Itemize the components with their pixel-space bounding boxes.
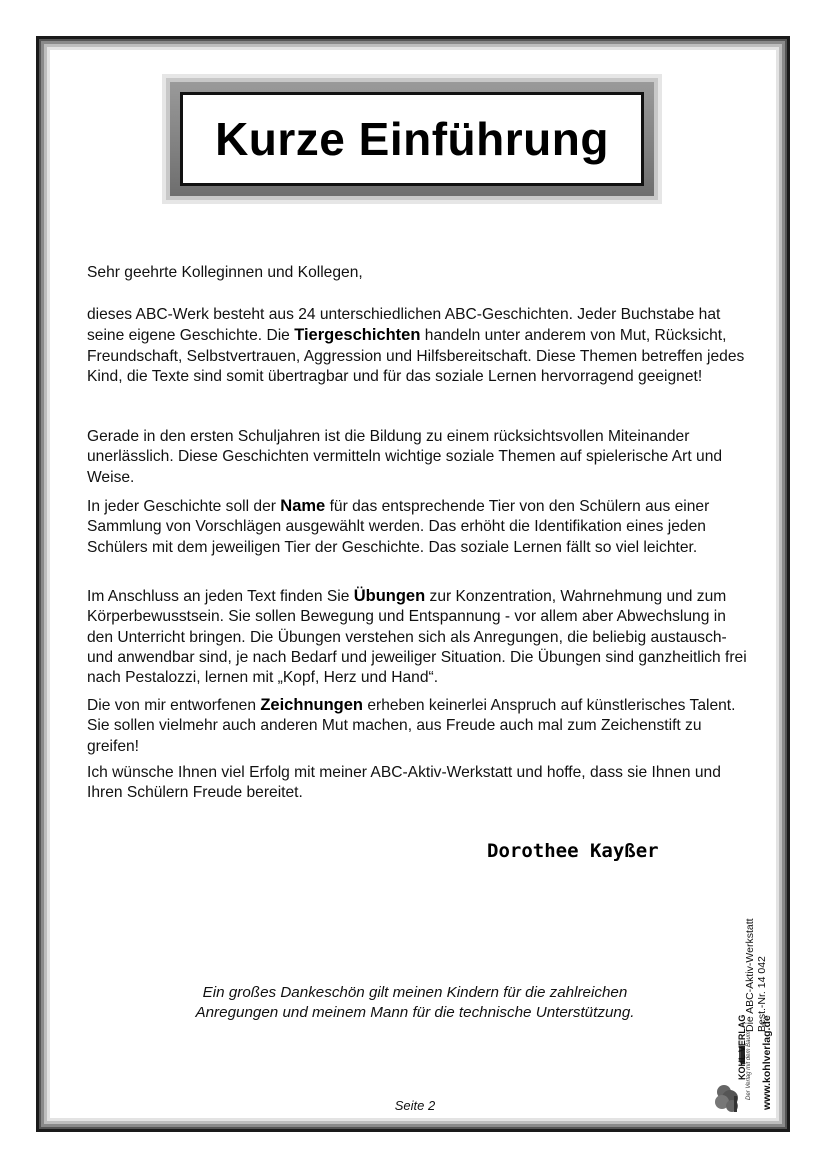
- paragraph-4-text-b: zur Konzentration, Wahrnehmung und zum Körperbewusstsein. Sie sollen Bewegung und Entspannung - vor allem aber Abwechslung in den Unterricht bringen. Die Übungen verstehen sich als Anregungen, die beliebig austausch- und anwendbar sind, je nach Bedarf und jeweiliger Situation. Die Übungen sind ganzheitlich frei nach Pestalozzi, lernen mit „Kopf, Herz und Hand“.: [87, 588, 747, 687]
- page-title: Kurze Einführung: [215, 113, 609, 165]
- side-book-title: Die ABC-Aktiv-Werkstatt: [744, 918, 756, 1032]
- signature: Dorothee Kayßer: [487, 840, 659, 862]
- paragraph-6: [87, 763, 752, 804]
- paragraph-1-text-a: dieses ABC-Werk besteht aus 24 unterschiedlichen ABC-Geschichten. Jeder Buchstabe hat seine eigene Geschichte. Die: [87, 306, 721, 345]
- publisher-name: KOHL VERLAG: [737, 1014, 747, 1080]
- paragraph-1-text-b: handeln unter anderem von Mut, Rücksicht, Freundschaft, Selbstvertrauen, Aggression und Hilfsbereitschaft. Diese Themen betreffen jedes Kind, die Texte sind somit übertragbar und für das soziale Lernen hervorragend geeignet!: [87, 327, 745, 385]
- publisher-slogan: Der Verlag mit dem Baum: [746, 1031, 752, 1100]
- thanks-line-1: Ein großes Dankeschön gilt meinen Kindern für die zahlreichen: [202, 984, 628, 1001]
- paragraph-6-text: Ich wünsche Ihnen viel Erfolg mit meiner ABC-Aktiv-Werkstatt und hoffe, dass sie Ihnen und Ihren Schülern Freude bereitet.: [87, 764, 721, 802]
- paragraph-2: [87, 427, 752, 488]
- paragraph-5-text-b: erheben keinerlei Anspruch auf künstlerisches Talent. Sie sollen vielmehr auch anderen Mut machen, aus Freude auch mal zum Zeichenstift zu greifen!: [87, 697, 736, 755]
- paragraph-3-text-a: In jeder Geschichte soll der: [87, 498, 281, 515]
- paragraph-5-text-a: Die von mir entworfenen: [87, 697, 261, 714]
- keyword-tiergeschichten: Tiergeschichten: [294, 326, 421, 345]
- side-order-number: Best.-Nr. 14 042: [756, 956, 768, 1032]
- paragraph-3: [87, 496, 752, 558]
- paragraph-4: [87, 586, 752, 688]
- greeting-text: Sehr geehrte Kolleginnen und Kollegen,: [87, 264, 363, 281]
- page-border-shading: [39, 39, 787, 1129]
- publisher-url: www.kohlverlag.de: [761, 1015, 773, 1110]
- title-box: [180, 92, 644, 186]
- keyword-zeichnungen: Zeichnungen: [260, 696, 364, 714]
- paragraph-3-text-b: für das entsprechende Tier von den Schülern aus einer Sammlung von Vorschlägen ausgewählt werden. Das erhöht die Identifikation eines jeden Schülers mit dem jeweiligen Tier der Geschichte. Das soziale Lernen fällt so viel leichter.: [87, 498, 710, 556]
- thanks-line-2: Anregungen und meinem Mann für die technische Unterstützung.: [195, 1004, 635, 1021]
- paragraph-5: [87, 695, 752, 757]
- paragraph-1: [87, 305, 752, 387]
- page-number: Seite 2: [394, 1098, 436, 1113]
- keyword-uebungen: Übungen: [353, 587, 426, 605]
- greeting: [87, 263, 752, 283]
- paragraph-4-text-a: Im Anschluss an jeden Text finden Sie: [87, 588, 354, 605]
- paragraph-2-text: Gerade in den ersten Schuljahren ist die Bildung zu einem rücksichtsvollen Miteinander unerlässlich. Diese Geschichten vermitteln wichtige soziale Themen auf spielerische Art und Weise.: [87, 428, 723, 486]
- title-frame: [170, 82, 654, 196]
- thanks-note: [150, 983, 680, 1023]
- keyword-name: Name: [280, 497, 326, 515]
